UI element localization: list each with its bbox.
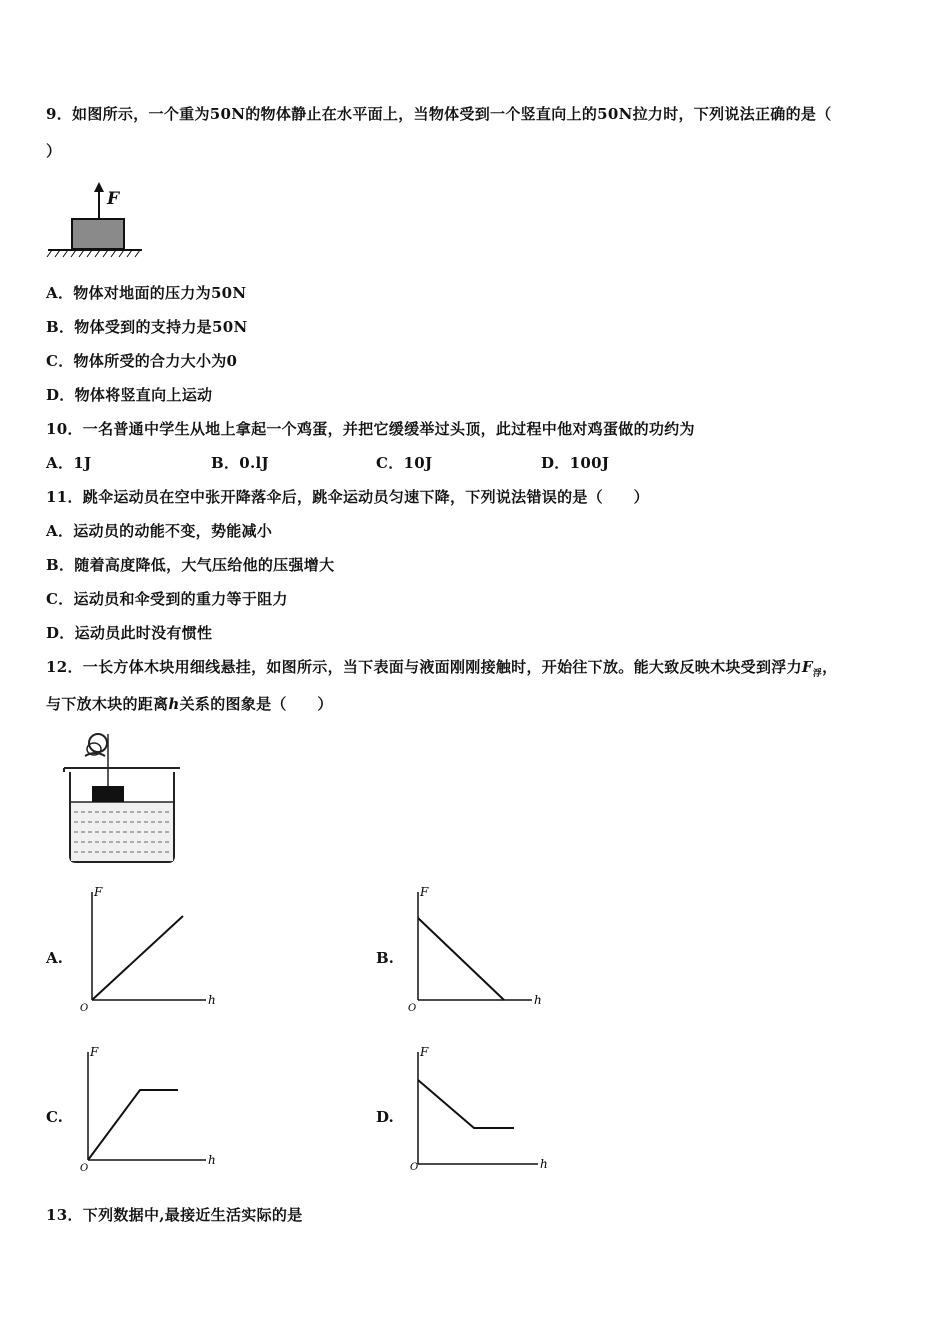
q9-option-d[interactable]: D．物体将竖直向上运动 — [46, 386, 213, 404]
q12-f-subscript: 浮 — [812, 669, 823, 679]
q12-graph-d-x-label: h — [540, 1157, 548, 1171]
q12-beaker-figure — [60, 728, 190, 868]
q11-option-a[interactable]: A．运动员的动能不变，势能减小 — [46, 522, 273, 540]
q12-graph-c[interactable] — [74, 1044, 224, 1172]
q12-option-d-label[interactable]: D. — [376, 1108, 394, 1126]
q12-graph-c-x-label: h — [208, 1153, 216, 1167]
q12-graph-d[interactable] — [404, 1044, 554, 1172]
q11-option-d[interactable]: D．运动员此时没有惯性 — [46, 624, 213, 642]
q11-stem: 11．跳伞运动员在空中张开降落伞后，跳伞运动员匀速下降，下列说法错误的是（ ） — [46, 488, 649, 506]
q12-graph-c-origin: O — [80, 1163, 89, 1172]
q13-stem: 13．下列数据中,最接近生活实际的是 — [46, 1206, 303, 1224]
q12-graph-a-origin: O — [80, 1003, 89, 1012]
q12-graph-a-y-label: F — [94, 885, 103, 899]
q10-stem: 10．一名普通中学生从地上拿起一个鸡蛋，并把它缓缓举过头顶，此过程中他对鸡蛋做的功约为 — [46, 420, 695, 438]
q11-option-b[interactable]: B．随着高度降低，大气压给他的压强增大 — [46, 556, 335, 574]
q12-graph-b[interactable] — [404, 884, 554, 1012]
q12-h-symbol: h — [168, 695, 180, 713]
q9-option-c[interactable]: C．物体所受的合力大小为0 — [46, 352, 238, 370]
q12-graph-a[interactable] — [78, 884, 228, 1012]
q9-option-a[interactable]: A．物体对地面的压力为50N — [46, 284, 247, 302]
q11-option-c[interactable]: C．运动员和伞受到的重力等于阻力 — [46, 590, 288, 608]
q10-option-a[interactable]: A．1J — [46, 454, 92, 472]
q12-graph-b-origin: O — [408, 1003, 417, 1012]
q12-graph-c-curve — [88, 1090, 178, 1160]
q9-force-label: F — [107, 189, 120, 209]
q12-stem-line1: 12．一长方体木块用细线悬挂，如图所示，当下表面与液面刚刚接触时，开始往下放。能大致反映木块受到浮力$F_浮$， — [46, 658, 838, 679]
q9-stem-line1: 9．如图所示，一个重为50N的物体静止在水平面上，当物体受到一个竖直向上的50N拉力时，下列说法正确的是（ — [46, 105, 832, 123]
q12-option-c-label[interactable]: C. — [46, 1108, 63, 1126]
q9-block-figure — [44, 178, 154, 260]
q10-options — [46, 452, 609, 473]
q12-stem-line2: 与下放木块的距离h关系的图象是（ ） — [46, 695, 333, 713]
q12-graph-b-curve — [418, 918, 504, 1000]
q12-graph-b-x-label: h — [534, 993, 542, 1007]
q12-graph-a-curve — [92, 916, 183, 1000]
q12-graph-d-y-label: F — [420, 1045, 429, 1059]
q12-graph-a-x-label: h — [208, 993, 216, 1007]
q12-graph-d-origin: O — [410, 1162, 419, 1172]
q12-option-a-label[interactable]: A. — [46, 949, 63, 967]
q12-graph-b-y-label: F — [420, 885, 429, 899]
q12-f-symbol: F — [801, 658, 813, 676]
q12-option-b-label[interactable]: B. — [376, 949, 394, 967]
q10-option-c[interactable]: C．10J — [376, 454, 433, 472]
q12-graph-d-curve — [418, 1080, 514, 1128]
q10-option-b[interactable]: B．0.lJ — [211, 454, 269, 472]
q9-stem-line2: ） — [46, 142, 62, 160]
q12-graph-c-y-label: F — [90, 1045, 99, 1059]
q10-option-d[interactable]: D．100J — [541, 454, 610, 472]
q9-option-b[interactable]: B．物体受到的支持力是50N — [46, 318, 248, 336]
